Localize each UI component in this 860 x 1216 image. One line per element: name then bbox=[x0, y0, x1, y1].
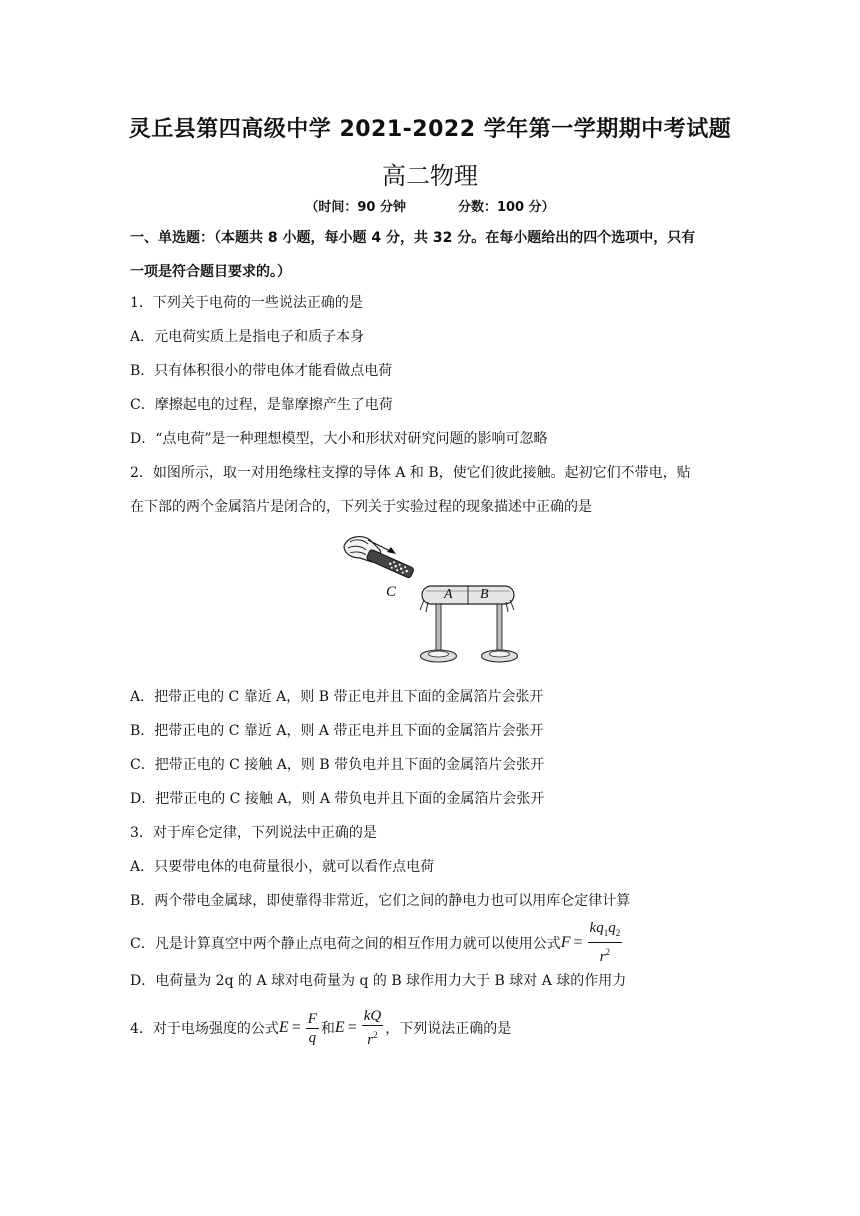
field-strength-formula-point-charge: E = $\frac{kQ}{r^2}$ bbox=[334, 1008, 382, 1048]
conductor-label-a: A bbox=[444, 587, 453, 602]
q1-option-d: D．“点电荷”是一种理想模型，大小和形状对研究问题的影响可忽略 bbox=[130, 431, 548, 447]
q3-option-c-line bbox=[130, 920, 624, 965]
q4-stem-line bbox=[130, 1008, 511, 1048]
coulomb-formula: F = $\frac{kq_1q_2}{r^2}$ bbox=[560, 920, 621, 965]
exam-time: （时间：90 分钟 bbox=[305, 200, 406, 215]
conductor-label-b: B bbox=[480, 587, 489, 602]
q1-option-c: C．摩擦起电的过程，是靠摩擦产生了电荷 bbox=[130, 397, 393, 413]
section-heading-line1: 一、单选题：（本题共 8 小题，每小题 4 分，共 32 分。在每小题给出的四个选项中，只有 bbox=[130, 230, 696, 246]
q1-option-a: A．元电荷实质上是指电子和质子本身 bbox=[130, 329, 365, 345]
q2-option-d: D．把带正电的 C 接触 A，则 A 带负电并且下面的金属箔片会张开 bbox=[130, 791, 545, 807]
q3-option-c: C．凡是计算真空中两个静止点电荷之间的相互作用力就可以使用公式 bbox=[130, 935, 561, 952]
q3-option-b: B．两个带电金属球，即使靠得非常近，它们之间的静电力也可以用库仑定律计算 bbox=[130, 893, 631, 909]
rod-label-c: C bbox=[386, 584, 397, 600]
q2-option-b: B．把带正电的 C 靠近 A，则 A 带正电并且下面的金属箔片会张开 bbox=[130, 723, 544, 739]
hand-holding-rod-illustration bbox=[344, 537, 414, 579]
field-strength-formula-definition: E = $\frac{F}{q}$ bbox=[278, 1010, 317, 1046]
q2-stem-line1: 2．如图所示，取一对用绝缘柱支撑的导体 A 和 B，使它们彼此接触。起初它们不带电，贴 bbox=[130, 465, 691, 481]
section-heading-line2: 一项是符合题目要求的。） bbox=[130, 264, 291, 280]
q4-stem-and: 和 bbox=[320, 1021, 335, 1037]
q4-stem-prefix: 4．对于电场强度的公式 bbox=[130, 1021, 279, 1037]
q1-option-b: B．只有体积很小的带电体才能看做点电荷 bbox=[130, 363, 393, 379]
q3-stem: 3．对于库仑定律，下列说法中正确的是 bbox=[130, 825, 377, 841]
q2-option-c: C．把带正电的 C 接触 A，则 B 带负电并且下面的金属箔片会张开 bbox=[130, 757, 545, 773]
q2-stem-line2: 在下部的两个金属箔片是闭合的，下列关于实验过程的现象描述中正确的是 bbox=[130, 499, 592, 515]
exam-title: 灵丘县第四高级中学 2021-2022 学年第一学期期中考试题 bbox=[128, 117, 732, 142]
insulating-stand-right bbox=[482, 604, 518, 662]
q3-option-a: A．只要带电体的电荷量很小，就可以看作点电荷 bbox=[130, 859, 435, 875]
insulating-stand-left bbox=[421, 604, 457, 662]
exam-info bbox=[0, 196, 860, 215]
q2-option-a: A．把带正电的 C 靠近 A，则 B 带正电并且下面的金属箔片会张开 bbox=[130, 689, 544, 705]
conductor-experiment-figure bbox=[334, 528, 534, 672]
q1-stem: 1．下列关于电荷的一些说法正确的是 bbox=[130, 295, 363, 311]
q3-option-d: D．电荷量为 2q 的 A 球对电荷量为 q 的 B 球作用力大于 B 球对 A 球的作用力 bbox=[130, 973, 627, 989]
q4-stem-suffix: ，下列说法正确的是 bbox=[385, 1021, 512, 1037]
exam-subject: 高二物理 bbox=[382, 162, 478, 190]
exam-score: 分数：100 分） bbox=[457, 200, 555, 215]
